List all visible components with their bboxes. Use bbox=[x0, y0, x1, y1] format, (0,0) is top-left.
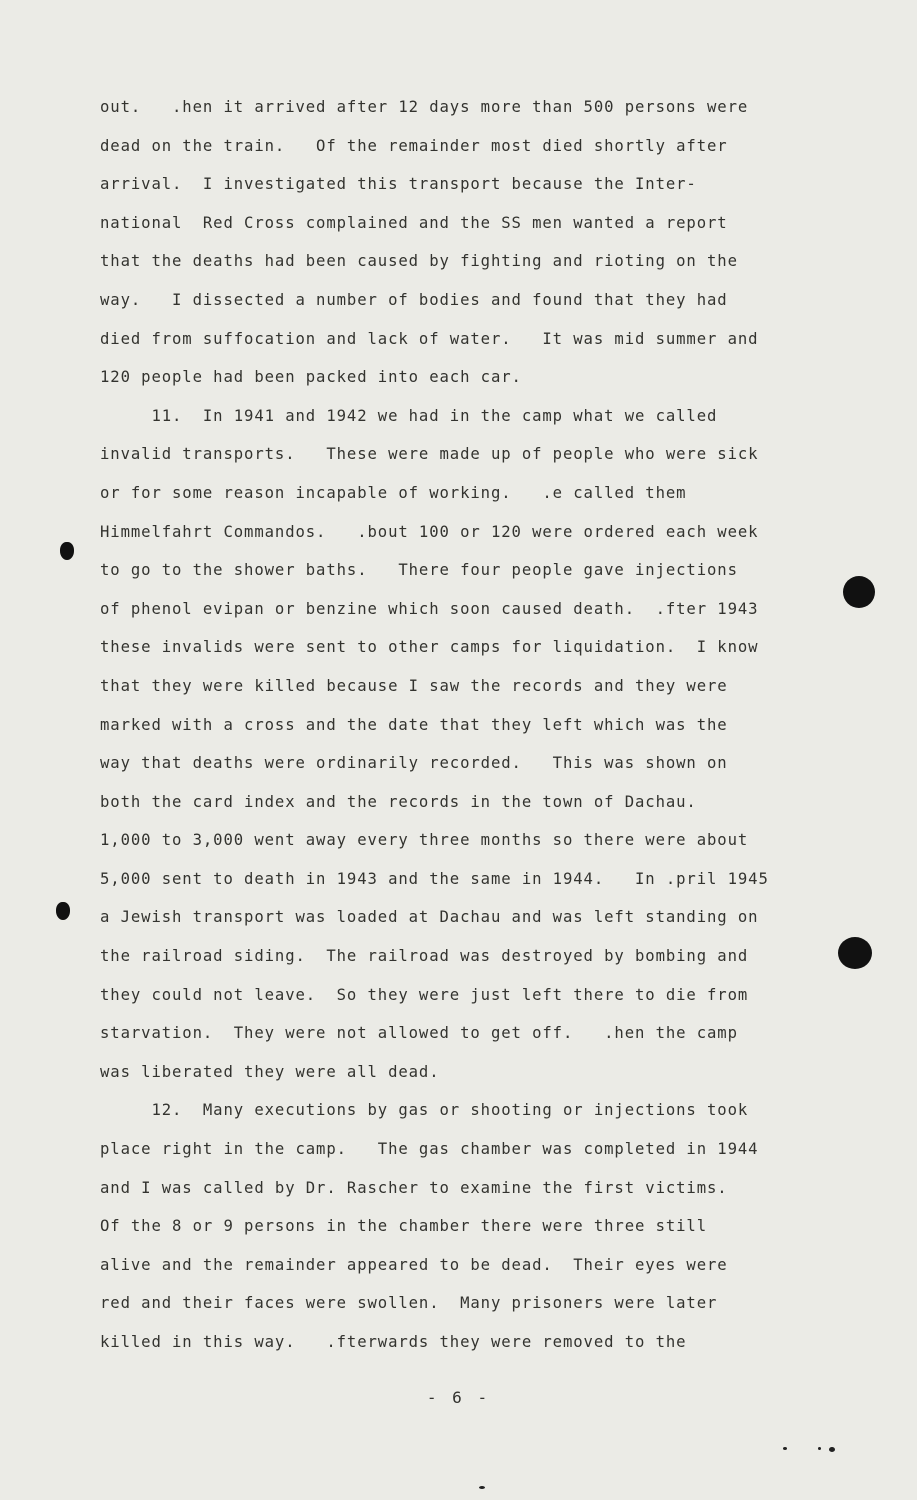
text-line: 1,000 to 3,000 went away every three months so there were about bbox=[100, 831, 749, 850]
punch-hole bbox=[843, 576, 875, 608]
ink-speck bbox=[783, 1447, 787, 1450]
text-line: 120 people had been packed into each car. bbox=[100, 368, 522, 387]
text-line: dead on the train. Of the remainder most died shortly after bbox=[100, 136, 728, 155]
ink-speck bbox=[829, 1447, 835, 1452]
text-line: place right in the camp. The gas chamber was completed in 1944 bbox=[100, 1140, 759, 1159]
text-line: arrival. I investigated this transport because the Inter- bbox=[100, 175, 697, 194]
text-line: 12. Many executions by gas or shooting or injections took bbox=[100, 1101, 749, 1120]
punch-hole bbox=[56, 902, 70, 920]
body-text bbox=[100, 92, 860, 1366]
text-line: or for some reason incapable of working. .e called them bbox=[100, 483, 687, 502]
text-line: way. I dissected a number of bodies and found that they had bbox=[100, 290, 728, 309]
text-line: Of the 8 or 9 persons in the chamber there were three still bbox=[100, 1217, 708, 1236]
page-number: - 6 - bbox=[426, 1388, 491, 1407]
text-line: killed in this way. .fterwards they were removed to the bbox=[100, 1333, 687, 1351]
text-line: both the card index and the records in the town of Dachau. bbox=[100, 792, 697, 811]
text-line: marked with a cross and the date that they left which was the bbox=[100, 715, 728, 734]
text-line: died from suffocation and lack of water. It was mid summer and bbox=[100, 329, 759, 348]
text-line: out. .hen it arrived after 12 days more than 500 persons were bbox=[100, 98, 749, 116]
text-line: red and their faces were swollen. Many prisoners were later bbox=[100, 1294, 718, 1313]
punch-hole bbox=[60, 542, 74, 560]
text-line: national Red Cross complained and the SS men wanted a report bbox=[100, 213, 728, 232]
text-line: and I was called by Dr. Rascher to examine the first victims. bbox=[100, 1178, 728, 1197]
text-line: that they were killed because I saw the records and they were bbox=[100, 676, 728, 695]
text-line: 5,000 sent to death in 1943 and the same in 1944. In .pril 1945 bbox=[100, 869, 769, 888]
punch-hole bbox=[838, 937, 872, 969]
ink-speck bbox=[818, 1447, 821, 1450]
text-line: way that deaths were ordinarily recorded. This was shown on bbox=[100, 754, 728, 773]
text-line: invalid transports. These were made up of people who were sick bbox=[100, 445, 759, 464]
text-line: a Jewish transport was loaded at Dachau and was left standing on bbox=[100, 908, 759, 927]
text-line: of phenol evipan or benzine which soon caused death. .fter 1943 bbox=[100, 599, 759, 618]
text-line: was liberated they were all dead. bbox=[100, 1062, 440, 1081]
text-line: the railroad siding. The railroad was destroyed by bombing and bbox=[100, 947, 749, 966]
ink-speck bbox=[479, 1486, 485, 1489]
text-line: 11. In 1941 and 1942 we had in the camp what we called bbox=[100, 406, 718, 425]
text-line: these invalids were sent to other camps for liquidation. I know bbox=[100, 638, 759, 657]
text-line: alive and the remainder appeared to be dead. Their eyes were bbox=[100, 1255, 728, 1274]
text-line: that the deaths had been caused by fighting and rioting on the bbox=[100, 252, 738, 271]
text-line: to go to the shower baths. There four people gave injections bbox=[100, 561, 738, 580]
text-line: they could not leave. So they were just left there to die from bbox=[100, 985, 749, 1004]
text-line: Himmelfahrt Commandos. .bout 100 or 120 were ordered each week bbox=[100, 522, 759, 541]
text-line: starvation. They were not allowed to get off. .hen the camp bbox=[100, 1024, 738, 1043]
